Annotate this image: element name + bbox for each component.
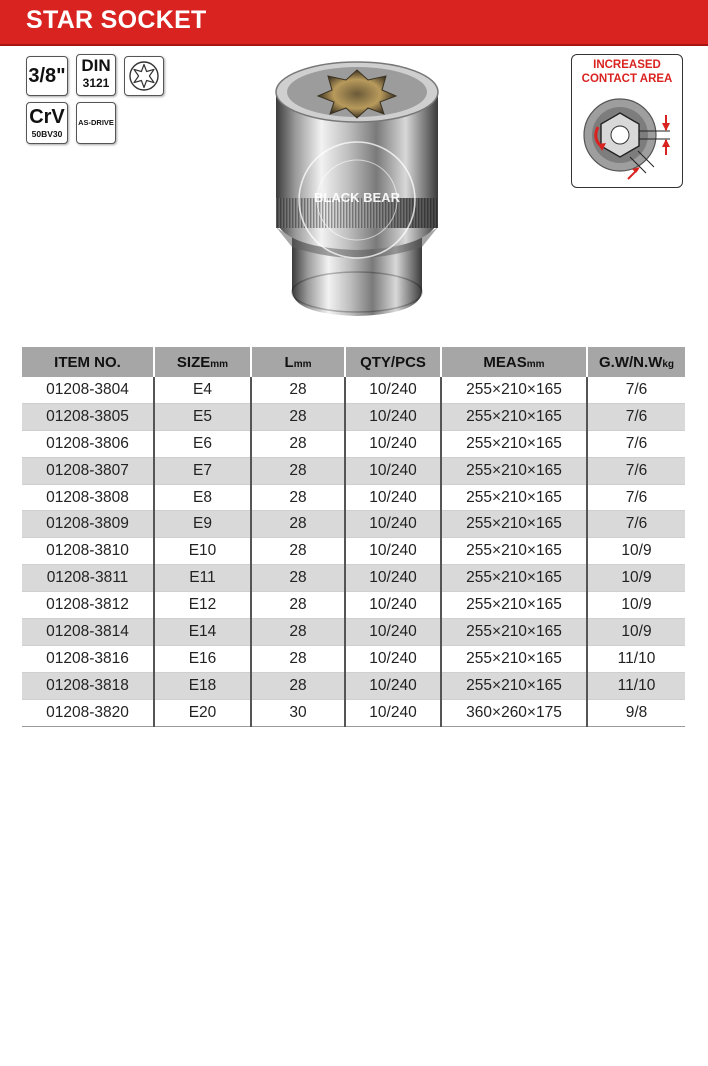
length-cell: 28 (251, 511, 345, 538)
size-cell: E10 (154, 538, 251, 565)
table-row (22, 457, 685, 484)
column-header-qty: QTY/PCS (345, 347, 441, 377)
length-cell: 28 (251, 672, 345, 699)
meas-cell: 255×210×165 (441, 457, 587, 484)
qty-cell: 10/240 (345, 538, 441, 565)
table-row (22, 403, 685, 430)
qty-cell: 10/240 (345, 592, 441, 619)
length-cell: 28 (251, 619, 345, 646)
qty-cell: 10/240 (345, 645, 441, 672)
meas-cell: 255×210×165 (441, 645, 587, 672)
size-cell: E16 (154, 645, 251, 672)
length-cell: 28 (251, 377, 345, 403)
din-badge-line1: DIN (81, 56, 111, 75)
item-no-cell: 01208-3808 (22, 484, 154, 511)
din-standard-badge (76, 54, 116, 96)
length-cell: 28 (251, 565, 345, 592)
table-row (22, 377, 685, 403)
table-row (22, 619, 685, 646)
size-cell: E20 (154, 699, 251, 726)
weight-cell: 11/10 (587, 645, 685, 672)
din-badge-line2: 3121 (82, 76, 110, 90)
weight-cell: 10/9 (587, 619, 685, 646)
torx-star-shape (125, 57, 163, 95)
column-header-length: Lmm (251, 347, 345, 377)
meas-cell: 255×210×165 (441, 565, 587, 592)
length-cell: 28 (251, 538, 345, 565)
item-no-cell: 01208-3812 (22, 592, 154, 619)
table-row (22, 699, 685, 726)
crv-badge-line1: CrV (29, 106, 65, 128)
meas-cell: 255×210×165 (441, 592, 587, 619)
column-header-item-no: ITEM NO. (22, 347, 154, 377)
meas-cell: 255×210×165 (441, 619, 587, 646)
size-cell: E4 (154, 377, 251, 403)
table-row (22, 672, 685, 699)
length-cell: 28 (251, 403, 345, 430)
meas-cell: 255×210×165 (441, 511, 587, 538)
contact-area-diagram (578, 87, 676, 183)
header-bar (0, 0, 708, 46)
qty-cell: 10/240 (345, 619, 441, 646)
weight-cell: 10/9 (587, 592, 685, 619)
table-row (22, 484, 685, 511)
weight-cell: 7/6 (587, 403, 685, 430)
size-cell: E12 (154, 592, 251, 619)
size-cell: E5 (154, 403, 251, 430)
column-header-meas: MEASmm (441, 347, 587, 377)
callout-line2: CONTACT AREA (581, 73, 673, 85)
item-no-cell: 01208-3809 (22, 511, 154, 538)
callout-line1: INCREASED (593, 59, 661, 71)
size-cell: E14 (154, 619, 251, 646)
length-cell: 28 (251, 645, 345, 672)
page-title: STAR SOCKET (26, 6, 207, 34)
meas-cell: 255×210×165 (441, 484, 587, 511)
length-cell: 28 (251, 430, 345, 457)
qty-cell: 10/240 (345, 377, 441, 403)
meas-cell: 255×210×165 (441, 430, 587, 457)
item-no-cell: 01208-3805 (22, 403, 154, 430)
item-no-cell: 01208-3807 (22, 457, 154, 484)
table-row (22, 645, 685, 672)
size-cell: E8 (154, 484, 251, 511)
item-no-cell: 01208-3810 (22, 538, 154, 565)
weight-cell: 9/8 (587, 699, 685, 726)
as-drive-badge: AS-DRIVE (76, 102, 116, 144)
callout-title (572, 58, 682, 86)
length-cell: 28 (251, 484, 345, 511)
table-header-row (22, 347, 685, 377)
drive-size-badge: 3/8" (26, 56, 68, 96)
material-crv-badge (26, 102, 68, 144)
item-no-cell: 01208-3814 (22, 619, 154, 646)
weight-cell: 11/10 (587, 672, 685, 699)
item-no-cell: 01208-3811 (22, 565, 154, 592)
weight-cell: 7/6 (587, 484, 685, 511)
table-row (22, 538, 685, 565)
size-cell: E18 (154, 672, 251, 699)
torx-star-icon (124, 56, 164, 96)
item-no-cell: 01208-3820 (22, 699, 154, 726)
length-cell: 30 (251, 699, 345, 726)
qty-cell: 10/240 (345, 484, 441, 511)
table-row (22, 511, 685, 538)
table-row (22, 430, 685, 457)
meas-cell: 360×260×175 (441, 699, 587, 726)
weight-cell: 7/6 (587, 377, 685, 403)
table-row (22, 565, 685, 592)
item-no-cell: 01208-3806 (22, 430, 154, 457)
size-cell: E11 (154, 565, 251, 592)
spec-table (22, 347, 685, 727)
qty-cell: 10/240 (345, 403, 441, 430)
qty-cell: 10/240 (345, 565, 441, 592)
meas-cell: 255×210×165 (441, 377, 587, 403)
column-header-weight: G.W/N.Wkg (587, 347, 685, 377)
size-cell: E9 (154, 511, 251, 538)
column-header-size: SIZEmm (154, 347, 251, 377)
item-no-cell: 01208-3816 (22, 645, 154, 672)
qty-cell: 10/240 (345, 511, 441, 538)
weight-cell: 7/6 (587, 430, 685, 457)
length-cell: 28 (251, 592, 345, 619)
size-cell: E6 (154, 430, 251, 457)
meas-cell: 255×210×165 (441, 538, 587, 565)
qty-cell: 10/240 (345, 699, 441, 726)
weight-cell: 7/6 (587, 511, 685, 538)
meas-cell: 255×210×165 (441, 403, 587, 430)
weight-cell: 10/9 (587, 565, 685, 592)
table-row (22, 592, 685, 619)
crv-badge-line2: 50BV30 (31, 129, 63, 139)
meas-cell: 255×210×165 (441, 672, 587, 699)
length-cell: 28 (251, 457, 345, 484)
qty-cell: 10/240 (345, 672, 441, 699)
star-socket-image (268, 52, 446, 320)
item-no-cell: 01208-3804 (22, 377, 154, 403)
item-no-cell: 01208-3818 (22, 672, 154, 699)
contact-area-callout (571, 54, 683, 188)
size-cell: E7 (154, 457, 251, 484)
qty-cell: 10/240 (345, 430, 441, 457)
qty-cell: 10/240 (345, 457, 441, 484)
weight-cell: 7/6 (587, 457, 685, 484)
weight-cell: 10/9 (587, 538, 685, 565)
brand-watermark: BLACK BEAR (314, 190, 400, 205)
